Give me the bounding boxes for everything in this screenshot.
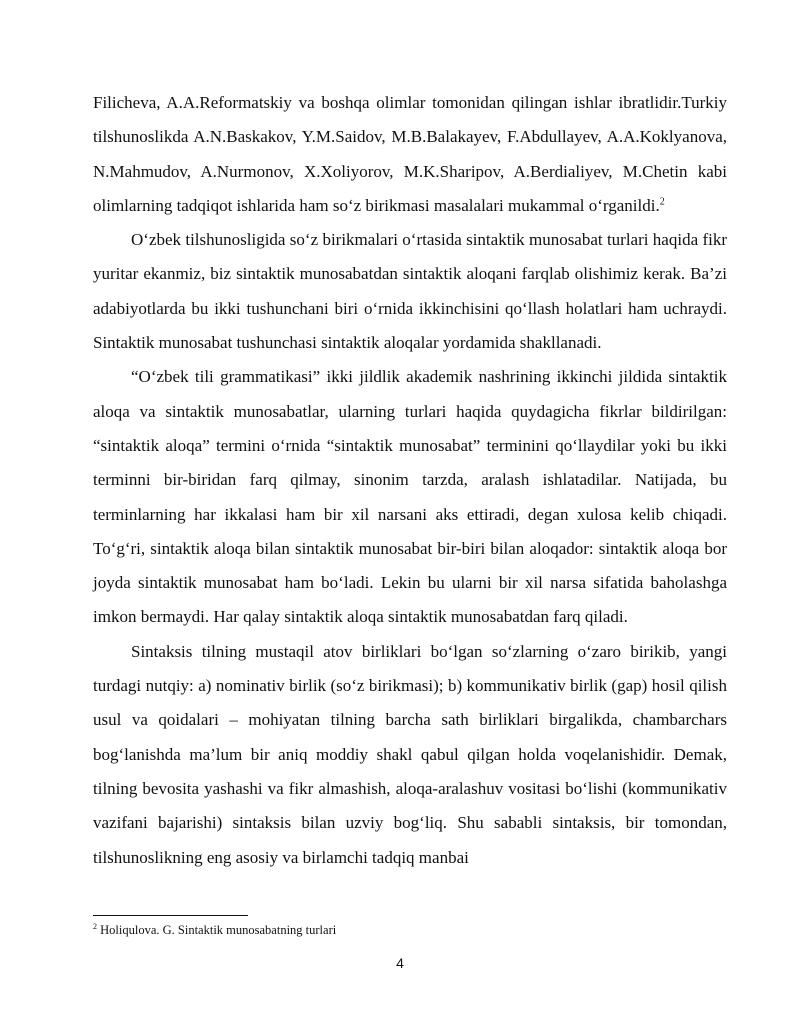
paragraph-3: “O‘zbek tili grammatikasi” ikki jildlik akademik nashrining ikkinchi jildida sintaktik aloqa va sintaktik munosabatlar, ularning turlari haqida quydagicha fikrlar bildirilgan: “sintaktik aloqa” termini o‘rnida “sintaktik munosabat” terminini qo‘llaydilar yoki bu ikki terminni bir-biridan farq qilmay, sinonim tarzda, aralash ishlatadilar. Natijada, bu terminlarning har ikkalasi ham bir xil narsani aks ettiradi, degan xulosa kelib chiqadi. To‘g‘ri, sintaktik aloqa bilan sintaktik munosabat bir-biri bilan aloqador: sintaktik aloqa bor joyda sintaktik munosabat ham bo‘ladi. Lekin bu ularni bir xil narsa sifatida baholashga imkon bermaydi. Har qalay sintaktik aloqa sintaktik munosabatdan farq qiladi. (93, 367, 727, 627)
paragraph-4: Sintaksis tilning mustaqil atov birliklari bo‘lgan so‘zlarning o‘zaro birikib, yangi turdagi nutqiy: a) nominativ birlik (so‘z birikmasi); b) kommunikativ birlik (gap) hosil qilish usul va qoidalari – mohiyatan tilning barcha sath birliklari birgalikda, chambarchars bog‘lanishda ma’lum bir aniq moddiy shakl qabul qilgan holda voqelanishidir. Demak, tilning bevosita yashashi va fikr almashish, aloqa-aralashuv vositasi bo‘lishi (kommunikativ vazifani bajarishi) sintaksis bilan uzviy bog‘liq. Shu sababli sintaksis, bir tomondan, tilshunoslikning eng asosiy va birlamchi tadqiq manbai (93, 641, 727, 867)
footnote-number: 2 (93, 921, 97, 931)
footnote-reference[interactable]: 2 (659, 196, 665, 208)
footnote (93, 923, 336, 938)
page-body (93, 86, 727, 875)
page-number: 4 (396, 955, 404, 971)
paragraph-1-text: Filicheva, A.A.Reformatskiy va boshqa olimlar tomonidan qilingan ishlar ibratlidir.Turkiy tilshunoslikda A.N.Baskakov, Y.M.Saidov, M.B.Balakayev, F.Abdullayev, A.A.Koklyanova, N.Mahmudov, A.Nurmonov, X.Xoliyorov, M.K.Sharipov, A.Berdialiyev, M.Chetin kabi olimlarning tadqiqot ishlarida ham so‘z birikmasi masalalari mukammal o‘rganildi. (93, 93, 727, 215)
paragraph-2: O‘zbek tilshunosligida so‘z birikmalari o‘rtasida sintaktik munosabat turlari haqida fikr yuritar ekanmiz, biz sintaktik munosabatdan sintaktik aloqani farqlab olishimiz kerak. Ba’zi adabiyotlarda bu ikki tushunchani biri o‘rnida ikkinchisini qo‘llash holatlari ham uchraydi. Sintaktik munosabat tushunchasi sintaktik aloqalar yordamida shakllanadi. (93, 230, 727, 353)
paragraph-1 (93, 86, 727, 223)
footnote-text: Holiqulova. G. Sintaktik munosabatning turlari (97, 923, 337, 937)
footnote-separator (93, 915, 248, 916)
